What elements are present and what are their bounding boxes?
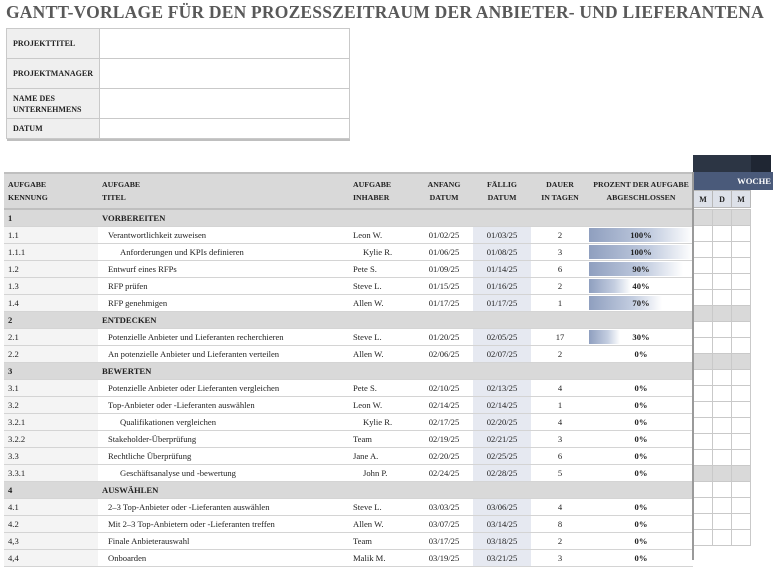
task-id: 1.4 bbox=[4, 294, 98, 311]
task-row bbox=[4, 243, 693, 260]
task-percent-complete: 0% bbox=[589, 396, 693, 413]
task-duration: 4 bbox=[531, 413, 589, 430]
task-start-date: 02/17/25 bbox=[415, 413, 473, 430]
day-cell bbox=[732, 226, 751, 242]
task-due-date: 03/18/25 bbox=[473, 532, 531, 549]
task-percent-complete: 0% bbox=[589, 345, 693, 362]
day-cell bbox=[694, 418, 713, 434]
header-task-owner: AUFGABE INHABER bbox=[349, 173, 415, 209]
header-percent-complete: PROZENT DER AUFGABE ABGESCHLOSSEN bbox=[589, 173, 693, 209]
phase-id: 4 bbox=[4, 481, 98, 498]
header-due-date: FÄLLIG DATUM bbox=[473, 173, 531, 209]
header-task-id: AUFGABE KENNUNG bbox=[4, 173, 98, 209]
day-cell bbox=[694, 210, 713, 226]
task-duration: 5 bbox=[531, 464, 589, 481]
day-cell bbox=[713, 386, 732, 402]
day-label: M bbox=[732, 191, 751, 208]
task-duration: 6 bbox=[531, 447, 589, 464]
day-cell bbox=[713, 290, 732, 306]
task-start-date: 02/14/25 bbox=[415, 396, 473, 413]
day-cell bbox=[694, 290, 713, 306]
task-start-date: 01/09/25 bbox=[415, 260, 473, 277]
task-owner: Allen W. bbox=[349, 294, 415, 311]
task-owner: Kylie R. bbox=[349, 413, 415, 430]
task-id: 4,3 bbox=[4, 532, 98, 549]
task-start-date: 02/06/25 bbox=[415, 345, 473, 362]
task-id: 1.3 bbox=[4, 277, 98, 294]
company-name-field[interactable] bbox=[100, 89, 350, 119]
task-percent-complete: 0% bbox=[589, 549, 693, 566]
day-cell bbox=[694, 450, 713, 466]
progress-bar bbox=[589, 279, 631, 293]
phase-id: 2 bbox=[4, 311, 98, 328]
task-owner: Pete S. bbox=[349, 379, 415, 396]
task-percent-complete: 100% bbox=[589, 243, 693, 260]
task-row bbox=[4, 226, 693, 243]
task-row bbox=[4, 515, 693, 532]
day-cell bbox=[732, 370, 751, 386]
phase-title: BEWERTEN bbox=[98, 362, 349, 379]
task-row bbox=[4, 277, 693, 294]
task-duration: 3 bbox=[531, 430, 589, 447]
task-row bbox=[4, 260, 693, 277]
task-percent-complete: 100% bbox=[589, 226, 693, 243]
day-cell bbox=[732, 530, 751, 546]
task-id: 2.2 bbox=[4, 345, 98, 362]
task-owner: Malik M. bbox=[349, 549, 415, 566]
task-row bbox=[4, 498, 693, 515]
task-start-date: 02/19/25 bbox=[415, 430, 473, 447]
task-due-date: 01/08/25 bbox=[473, 243, 531, 260]
phase-title: ENTDECKEN bbox=[98, 311, 349, 328]
day-cell bbox=[713, 514, 732, 530]
day-cell bbox=[694, 226, 713, 242]
task-due-date: 02/28/25 bbox=[473, 464, 531, 481]
task-due-date: 03/21/25 bbox=[473, 549, 531, 566]
task-row bbox=[4, 447, 693, 464]
task-start-date: 03/17/25 bbox=[415, 532, 473, 549]
task-title: Potenzielle Anbieter oder Lieferanten vergleichen bbox=[98, 379, 349, 396]
task-due-date: 01/03/25 bbox=[473, 226, 531, 243]
day-cell bbox=[732, 258, 751, 274]
day-cell bbox=[713, 370, 732, 386]
task-row bbox=[4, 549, 693, 566]
day-cell bbox=[694, 466, 713, 482]
day-cell bbox=[694, 434, 713, 450]
task-row bbox=[4, 345, 693, 362]
day-cell bbox=[732, 290, 751, 306]
header-task-title: AUFGABE TITEL bbox=[98, 173, 349, 209]
week-header-bar-edge bbox=[751, 155, 771, 172]
task-title: Qualifikationen vergleichen bbox=[98, 413, 349, 430]
task-owner: Steve L. bbox=[349, 328, 415, 345]
day-cell bbox=[713, 226, 732, 242]
day-cell bbox=[694, 306, 713, 322]
day-cell bbox=[694, 258, 713, 274]
task-duration: 2 bbox=[531, 226, 589, 243]
day-cell bbox=[732, 274, 751, 290]
task-row bbox=[4, 379, 693, 396]
day-cell bbox=[732, 434, 751, 450]
task-duration: 2 bbox=[531, 345, 589, 362]
day-cell bbox=[732, 210, 751, 226]
task-title: Anforderungen und KPIs definieren bbox=[98, 243, 349, 260]
task-start-date: 03/19/25 bbox=[415, 549, 473, 566]
task-owner: Team bbox=[349, 532, 415, 549]
day-label: D bbox=[713, 191, 732, 208]
task-duration: 3 bbox=[531, 243, 589, 260]
day-cell bbox=[713, 354, 732, 370]
company-name-label: NAME DES UNTERNEHMENS bbox=[7, 89, 100, 119]
task-title: Stakeholder-Überprüfung bbox=[98, 430, 349, 447]
task-duration: 1 bbox=[531, 396, 589, 413]
task-due-date: 01/16/25 bbox=[473, 277, 531, 294]
day-cell bbox=[732, 306, 751, 322]
task-title: 2–3 Top-Anbieter oder -Lieferanten auswählen bbox=[98, 498, 349, 515]
task-due-date: 03/14/25 bbox=[473, 515, 531, 532]
day-cell bbox=[694, 338, 713, 354]
task-due-date: 01/17/25 bbox=[473, 294, 531, 311]
project-title-label: PROJEKTTITEL bbox=[7, 29, 100, 59]
task-owner: John P. bbox=[349, 464, 415, 481]
task-start-date: 03/07/25 bbox=[415, 515, 473, 532]
day-cell bbox=[713, 210, 732, 226]
phase-row bbox=[4, 362, 693, 379]
task-start-date: 01/20/25 bbox=[415, 328, 473, 345]
day-cell bbox=[694, 514, 713, 530]
task-owner: Steve L. bbox=[349, 498, 415, 515]
day-cell bbox=[713, 466, 732, 482]
project-manager-field[interactable] bbox=[100, 59, 350, 89]
day-cell bbox=[694, 402, 713, 418]
task-percent-complete: 0% bbox=[589, 430, 693, 447]
task-duration: 8 bbox=[531, 515, 589, 532]
task-row bbox=[4, 464, 693, 481]
phase-title: VORBEREITEN bbox=[98, 209, 349, 226]
task-id: 2.1 bbox=[4, 328, 98, 345]
day-cell bbox=[732, 242, 751, 258]
day-cell bbox=[694, 482, 713, 498]
header-duration: DAUER IN TAGEN bbox=[531, 173, 589, 209]
day-cell bbox=[694, 530, 713, 546]
day-cell bbox=[732, 322, 751, 338]
task-title: Rechtliche Überprüfung bbox=[98, 447, 349, 464]
task-due-date: 03/06/25 bbox=[473, 498, 531, 515]
task-percent-complete: 0% bbox=[589, 498, 693, 515]
task-percent-complete: 0% bbox=[589, 515, 693, 532]
day-cell bbox=[732, 450, 751, 466]
day-cell bbox=[713, 402, 732, 418]
task-due-date: 02/20/25 bbox=[473, 413, 531, 430]
task-due-date: 02/25/25 bbox=[473, 447, 531, 464]
day-cell bbox=[694, 242, 713, 258]
task-percent-complete: 0% bbox=[589, 413, 693, 430]
task-row bbox=[4, 532, 693, 549]
task-start-date: 01/02/25 bbox=[415, 226, 473, 243]
day-cell bbox=[732, 402, 751, 418]
task-row bbox=[4, 396, 693, 413]
task-title: Top-Anbieter oder -Lieferanten auswählen bbox=[98, 396, 349, 413]
date-field[interactable] bbox=[100, 119, 350, 139]
day-cell bbox=[732, 498, 751, 514]
day-cell bbox=[694, 354, 713, 370]
task-due-date: 02/07/25 bbox=[473, 345, 531, 362]
task-owner: Pete S. bbox=[349, 260, 415, 277]
task-title: RFP prüfen bbox=[98, 277, 349, 294]
week-label: WOCHE bbox=[693, 172, 773, 190]
phase-id: 3 bbox=[4, 362, 98, 379]
task-title: Geschäftsanalyse und -bewertung bbox=[98, 464, 349, 481]
phase-title: AUSWÄHLEN bbox=[98, 481, 349, 498]
task-id: 1.2 bbox=[4, 260, 98, 277]
task-owner: Leon W. bbox=[349, 396, 415, 413]
task-id: 4.1 bbox=[4, 498, 98, 515]
task-start-date: 02/20/25 bbox=[415, 447, 473, 464]
task-start-date: 01/17/25 bbox=[415, 294, 473, 311]
task-percent-complete: 0% bbox=[589, 464, 693, 481]
day-cell bbox=[713, 450, 732, 466]
task-owner: Allen W. bbox=[349, 515, 415, 532]
task-duration: 2 bbox=[531, 277, 589, 294]
day-cell bbox=[732, 482, 751, 498]
task-id: 3.1 bbox=[4, 379, 98, 396]
day-cell bbox=[713, 258, 732, 274]
progress-bar bbox=[589, 296, 662, 310]
day-cell bbox=[694, 370, 713, 386]
task-duration: 4 bbox=[531, 379, 589, 396]
task-percent-complete: 0% bbox=[589, 532, 693, 549]
project-title-field[interactable] bbox=[100, 29, 350, 59]
task-duration: 1 bbox=[531, 294, 589, 311]
task-id: 4.2 bbox=[4, 515, 98, 532]
task-id: 3.2 bbox=[4, 396, 98, 413]
week-days-header bbox=[693, 190, 751, 208]
task-duration: 6 bbox=[531, 260, 589, 277]
task-id: 3.2.1 bbox=[4, 413, 98, 430]
task-duration: 3 bbox=[531, 549, 589, 566]
day-cell bbox=[694, 498, 713, 514]
page-title: GANTT-VORLAGE FÜR DEN PROZESSZEITRAUM DER ANBIETER- UND LIEFERANTENA bbox=[6, 2, 764, 22]
task-title: Finale Anbieterauswahl bbox=[98, 532, 349, 549]
task-id: 3.2.2 bbox=[4, 430, 98, 447]
phase-row bbox=[4, 311, 693, 328]
task-title: Onboarden bbox=[98, 549, 349, 566]
gantt-header-row bbox=[4, 173, 693, 209]
task-title: An potenzielle Anbieter und Lieferanten verteilen bbox=[98, 345, 349, 362]
task-start-date: 03/03/25 bbox=[415, 498, 473, 515]
task-percent-complete: 90% bbox=[589, 260, 693, 277]
task-owner: Steve L. bbox=[349, 277, 415, 294]
day-label: M bbox=[694, 191, 713, 208]
task-due-date: 02/21/25 bbox=[473, 430, 531, 447]
day-cell bbox=[732, 386, 751, 402]
day-cell bbox=[732, 514, 751, 530]
task-start-date: 02/24/25 bbox=[415, 464, 473, 481]
task-row bbox=[4, 328, 693, 345]
phase-row bbox=[4, 209, 693, 226]
task-id: 1.1.1 bbox=[4, 243, 98, 260]
phase-row bbox=[4, 481, 693, 498]
task-row bbox=[4, 294, 693, 311]
task-duration: 2 bbox=[531, 532, 589, 549]
day-cell bbox=[713, 434, 732, 450]
task-percent-complete: 40% bbox=[589, 277, 693, 294]
task-id: 3.3.1 bbox=[4, 464, 98, 481]
task-title: Entwurf eines RFPs bbox=[98, 260, 349, 277]
day-cell bbox=[732, 466, 751, 482]
task-start-date: 01/15/25 bbox=[415, 277, 473, 294]
day-cell bbox=[694, 274, 713, 290]
task-percent-complete: 30% bbox=[589, 328, 693, 345]
day-cell bbox=[713, 498, 732, 514]
task-title: Potenzielle Anbieter und Lieferanten recherchieren bbox=[98, 328, 349, 345]
week-day-grid bbox=[693, 209, 751, 546]
task-percent-complete: 70% bbox=[589, 294, 693, 311]
task-title: Verantwortlichkeit zuweisen bbox=[98, 226, 349, 243]
task-owner: Jane A. bbox=[349, 447, 415, 464]
task-title: Mit 2–3 Top-Anbietern oder -Lieferanten treffen bbox=[98, 515, 349, 532]
task-due-date: 02/14/25 bbox=[473, 396, 531, 413]
day-cell bbox=[732, 354, 751, 370]
task-percent-complete: 0% bbox=[589, 379, 693, 396]
day-cell bbox=[732, 338, 751, 354]
task-owner: Team bbox=[349, 430, 415, 447]
task-id: 3.3 bbox=[4, 447, 98, 464]
task-duration: 17 bbox=[531, 328, 589, 345]
header-start-date: ANFANG DATUM bbox=[415, 173, 473, 209]
project-info-table bbox=[6, 28, 350, 141]
task-owner: Kylie R. bbox=[349, 243, 415, 260]
day-cell bbox=[713, 322, 732, 338]
task-duration: 4 bbox=[531, 498, 589, 515]
task-due-date: 02/13/25 bbox=[473, 379, 531, 396]
progress-bar bbox=[589, 330, 620, 344]
task-row bbox=[4, 430, 693, 447]
task-owner: Allen W. bbox=[349, 345, 415, 362]
task-id: 1.1 bbox=[4, 226, 98, 243]
date-label: DATUM bbox=[7, 119, 100, 139]
task-start-date: 01/06/25 bbox=[415, 243, 473, 260]
day-cell bbox=[694, 322, 713, 338]
day-cell bbox=[713, 242, 732, 258]
day-cell bbox=[713, 306, 732, 322]
project-manager-label: PROJEKTMANAGER bbox=[7, 59, 100, 89]
timeline-divider bbox=[692, 172, 694, 560]
task-owner: Leon W. bbox=[349, 226, 415, 243]
day-cell bbox=[713, 274, 732, 290]
day-cell bbox=[732, 418, 751, 434]
day-cell bbox=[713, 482, 732, 498]
gantt-table bbox=[4, 172, 693, 567]
phase-id: 1 bbox=[4, 209, 98, 226]
task-due-date: 01/14/25 bbox=[473, 260, 531, 277]
day-cell bbox=[713, 338, 732, 354]
task-percent-complete: 0% bbox=[589, 447, 693, 464]
task-title: RFP genehmigen bbox=[98, 294, 349, 311]
task-due-date: 02/05/25 bbox=[473, 328, 531, 345]
task-start-date: 02/10/25 bbox=[415, 379, 473, 396]
day-cell bbox=[713, 418, 732, 434]
day-cell bbox=[713, 530, 732, 546]
task-row bbox=[4, 413, 693, 430]
task-id: 4,4 bbox=[4, 549, 98, 566]
day-cell bbox=[694, 386, 713, 402]
